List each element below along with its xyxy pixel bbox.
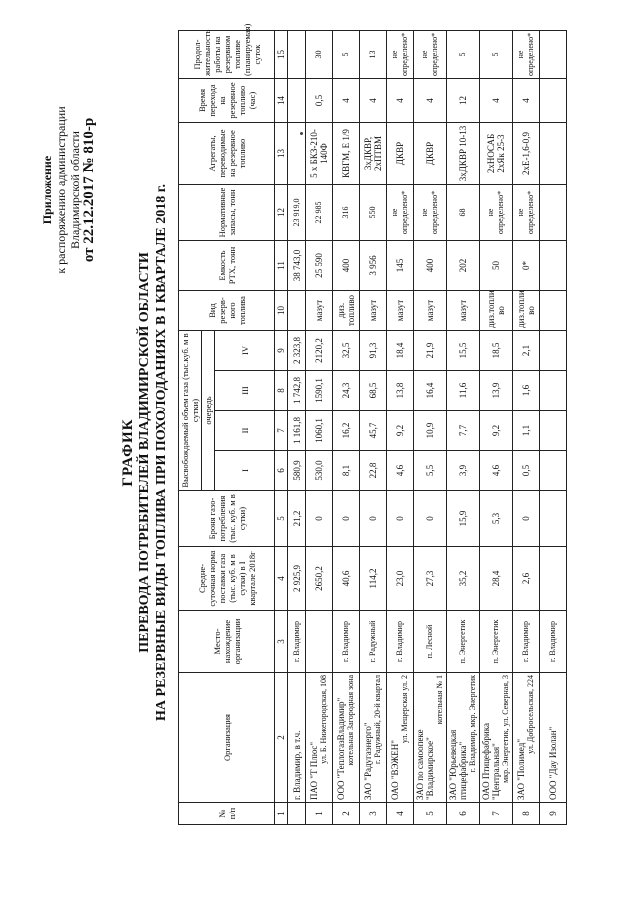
cell-q3: 1 742,8 bbox=[288, 371, 306, 411]
cell-armor: 0 bbox=[360, 491, 387, 547]
cell-org bbox=[447, 673, 480, 803]
cell-fuel: диз.топли во bbox=[480, 291, 513, 331]
cell-avg: 2 925,9 bbox=[288, 547, 306, 611]
cell-units: ДКВР bbox=[387, 123, 414, 185]
cell-dur: 13 bbox=[360, 31, 387, 79]
header-norm-stock: Нормативные запасы, тонн bbox=[179, 185, 275, 241]
column-number: 6 bbox=[275, 451, 288, 491]
cell-cap: 0* bbox=[513, 241, 540, 291]
cell-q3: 1,6 bbox=[513, 371, 540, 411]
cell-dur: не определено* bbox=[387, 31, 414, 79]
cell-q1 bbox=[540, 451, 567, 491]
cell-cap bbox=[540, 241, 567, 291]
cell-units: 2хЕ-1,6-0,9 bbox=[513, 123, 540, 185]
cell-norm: 550 bbox=[360, 185, 387, 241]
cell-q4: 21,9 bbox=[414, 331, 447, 371]
cell-fuel: мазут bbox=[360, 291, 387, 331]
column-number: 15 bbox=[275, 31, 288, 79]
cell-time: 12 bbox=[447, 79, 480, 123]
cell-org bbox=[306, 673, 333, 803]
cell-armor bbox=[540, 491, 567, 547]
cell-org bbox=[387, 673, 414, 803]
appendix-block bbox=[40, 80, 96, 300]
cell-org bbox=[414, 673, 447, 803]
cell-q1: 5,5 bbox=[414, 451, 447, 491]
cell-dur: 5 bbox=[333, 31, 360, 79]
org-name: ЗАО по самоопеке "Владимирское" bbox=[415, 729, 435, 800]
cell-units: 2хНОСАБ 2хЯк 25-3 bbox=[480, 123, 513, 185]
cell-q4: 18,4 bbox=[387, 331, 414, 371]
cell-org bbox=[513, 673, 540, 803]
header-location: Место-нахождение организации bbox=[179, 611, 275, 673]
cell-org bbox=[333, 673, 360, 803]
column-number: 12 bbox=[275, 185, 288, 241]
org-address: г. Радужный, 20-й квартал bbox=[373, 675, 382, 764]
cell-q2: 16,2 bbox=[333, 411, 360, 451]
cell-q2: 1 161,8 bbox=[288, 411, 306, 451]
table-row bbox=[360, 31, 387, 825]
cell-cap: 145 bbox=[387, 241, 414, 291]
cell-q4: 91,3 bbox=[360, 331, 387, 371]
doc-subtitle-1: ПЕРЕВОДА ПОТРЕБИТЕЛЕЙ ВЛАДИМИРСКОЙ ОБЛАСТИ bbox=[137, 252, 152, 653]
cell-fuel: диз.топли во bbox=[513, 291, 540, 331]
cell-avg: 2650,2 bbox=[306, 547, 333, 611]
appendix-title: Приложение bbox=[40, 155, 54, 225]
cell-n: 9 bbox=[540, 803, 567, 825]
org-name: ПАО "Т Плюс" bbox=[309, 741, 319, 800]
cell-armor: 0 bbox=[513, 491, 540, 547]
cell-armor: 5,3 bbox=[480, 491, 513, 547]
header-avg-norm: Средне-суточная норма поставки газа (тыс. куб. м в сутки) в I квартале 2018г bbox=[179, 547, 275, 611]
column-number: 10 bbox=[275, 291, 288, 331]
cell-loc: г. Радужный bbox=[360, 611, 387, 673]
column-number: 2 bbox=[275, 673, 288, 803]
cell-avg: 23,0 bbox=[387, 547, 414, 611]
header-queue-2: II bbox=[215, 411, 275, 451]
cell-q1: 530,0 bbox=[306, 451, 333, 491]
cell-org bbox=[540, 673, 567, 803]
cell-norm: 316 bbox=[333, 185, 360, 241]
doc-subtitle-2: НА РЕЗЕРВНЫЕ ВИДЫ ТОПЛИВА ПРИ ПОХОЛОДАНИЯХ В I КВАРТАЛЕ 2018 г. bbox=[154, 183, 169, 722]
cell-q4: 18,5 bbox=[480, 331, 513, 371]
org-address: ул. Б. Нижегородская, 108 bbox=[319, 675, 328, 764]
cell-q1: 580,9 bbox=[288, 451, 306, 491]
org-address: котельная Загородная зона bbox=[346, 675, 355, 766]
cell-armor: 21,2 bbox=[288, 491, 306, 547]
cell-norm: 68 bbox=[447, 185, 480, 241]
cell-q3: 68,5 bbox=[360, 371, 387, 411]
column-number: 4 bbox=[275, 547, 288, 611]
cell-org bbox=[288, 673, 306, 803]
cell-q3: 11,6 bbox=[447, 371, 480, 411]
cell-armor: 0 bbox=[333, 491, 360, 547]
cell-dur: не определено* bbox=[513, 31, 540, 79]
appendix-line2: Владимирской области bbox=[68, 131, 82, 249]
org-name: ООО "ТеплогазВладимир" bbox=[336, 697, 346, 800]
appendix-line1: к распоряжению администрации bbox=[54, 106, 68, 274]
cell-norm: не определено* bbox=[480, 185, 513, 241]
cell-dur: не определено* bbox=[414, 31, 447, 79]
org-name: ОАО "ВЭЖЕН" bbox=[390, 740, 400, 800]
cell-avg: 114,2 bbox=[360, 547, 387, 611]
cell-time: 4 bbox=[414, 79, 447, 123]
cell-q3: 1590,1 bbox=[306, 371, 333, 411]
cell-cap: 400 bbox=[333, 241, 360, 291]
header-queue: очередь bbox=[202, 331, 215, 491]
cell-fuel: мазут bbox=[387, 291, 414, 331]
header-fuel-type: Вид резерв-ного топлива bbox=[179, 291, 275, 331]
cell-loc: г. Владимир bbox=[288, 611, 306, 673]
column-number: 8 bbox=[275, 371, 288, 411]
header-units: Агрегаты, переводимые на резервное топливо bbox=[179, 123, 275, 185]
column-number: 5 bbox=[275, 491, 288, 547]
cell-loc: п. Энергетик bbox=[447, 611, 480, 673]
table-row bbox=[480, 31, 513, 825]
table-row bbox=[333, 31, 360, 825]
cell-units: 3хДКВР, 2хПТВМ bbox=[360, 123, 387, 185]
cell-n: 8 bbox=[513, 803, 540, 825]
cell-units: ДКВР bbox=[414, 123, 447, 185]
cell-q4: 15,5 bbox=[447, 331, 480, 371]
header-num: № п/п bbox=[179, 803, 275, 825]
table-row bbox=[540, 31, 567, 825]
cell-avg: 35,2 bbox=[447, 547, 480, 611]
org-name: ОАО Птицефабрика "Центральная" bbox=[481, 723, 501, 800]
cell-dur: 5 bbox=[447, 31, 480, 79]
column-number: 1 bbox=[275, 803, 288, 825]
cell-q3: 16,4 bbox=[414, 371, 447, 411]
column-number: 14 bbox=[275, 79, 288, 123]
cell-avg: 27,3 bbox=[414, 547, 447, 611]
header-queue-1: I bbox=[215, 451, 275, 491]
header-switch-time: Время перехода на резервное топливо (час) bbox=[179, 79, 275, 123]
cell-time: 4 bbox=[387, 79, 414, 123]
cell-q4 bbox=[540, 331, 567, 371]
cell-time bbox=[540, 79, 567, 123]
cell-avg: 40,6 bbox=[333, 547, 360, 611]
org-name: ЗАО "Полимед" bbox=[516, 739, 526, 800]
table-body bbox=[288, 31, 567, 825]
cell-norm: 23 919,0 bbox=[288, 185, 306, 241]
cell-units: 3хДКВР 10-13 bbox=[447, 123, 480, 185]
column-number: 7 bbox=[275, 411, 288, 451]
header-duration: Продол-жительность работы на резервном топливе (планируемая) суток bbox=[179, 31, 275, 79]
cell-q2: 45,7 bbox=[360, 411, 387, 451]
cell-fuel: диз. топливо bbox=[333, 291, 360, 331]
cell-n: 4 bbox=[387, 803, 414, 825]
cell-units: КВГМ, Е 1/9 bbox=[333, 123, 360, 185]
header-queue-3: III bbox=[215, 371, 275, 411]
cell-cap: 25 590 bbox=[306, 241, 333, 291]
table-row bbox=[414, 31, 447, 825]
cell-avg: 28,4 bbox=[480, 547, 513, 611]
cell-q1: 3,9 bbox=[447, 451, 480, 491]
cell-q1: 0,5 bbox=[513, 451, 540, 491]
cell-fuel: мазут bbox=[447, 291, 480, 331]
cell-armor: 0 bbox=[306, 491, 333, 547]
column-number: 13 bbox=[275, 123, 288, 185]
cell-time: 4 bbox=[360, 79, 387, 123]
cell-fuel bbox=[288, 291, 306, 331]
cell-avg: 2,6 bbox=[513, 547, 540, 611]
org-name: г. Владимир, в т.ч. bbox=[291, 730, 302, 800]
header-capacity: Емкость РТХ, тонн bbox=[179, 241, 275, 291]
cell-loc: г. Владимир bbox=[513, 611, 540, 673]
cell-norm: не определено* bbox=[387, 185, 414, 241]
cell-armor: 0 bbox=[387, 491, 414, 547]
org-name: ООО "Дау Изолан" bbox=[548, 726, 558, 800]
cell-q4: 2120,2 bbox=[306, 331, 333, 371]
org-address: котельная № 1 bbox=[435, 675, 444, 725]
cell-time: 4 bbox=[480, 79, 513, 123]
cell-loc: г. Владимир bbox=[387, 611, 414, 673]
table-row bbox=[387, 31, 414, 825]
cell-q1: 4,6 bbox=[480, 451, 513, 491]
cell-q1: 8,1 bbox=[333, 451, 360, 491]
cell-q1: 22,8 bbox=[360, 451, 387, 491]
cell-fuel bbox=[540, 291, 567, 331]
cell-dur: 5 bbox=[480, 31, 513, 79]
cell-q2: 1060,1 bbox=[306, 411, 333, 451]
cell-time: 4 bbox=[333, 79, 360, 123]
column-number: 11 bbox=[275, 241, 288, 291]
header-org: Организация bbox=[179, 673, 275, 803]
doc-title: ГРАФИК bbox=[120, 418, 136, 487]
column-number: 3 bbox=[275, 611, 288, 673]
cell-q2 bbox=[540, 411, 567, 451]
cell-org bbox=[360, 673, 387, 803]
header-queue-4: IV bbox=[215, 331, 275, 371]
cell-q4: 32,5 bbox=[333, 331, 360, 371]
cell-cap: 202 bbox=[447, 241, 480, 291]
cell-n bbox=[288, 803, 306, 825]
org-address: ул. Мещерская ул. 2 bbox=[400, 675, 409, 744]
org-address: ул. Добросельская, 224 bbox=[526, 675, 535, 754]
table-row bbox=[447, 31, 480, 825]
appendix-date: от 22.12.2017 № 810-р bbox=[81, 117, 97, 263]
cell-q3: 24,3 bbox=[333, 371, 360, 411]
cell-dur bbox=[540, 31, 567, 79]
cell-n: 1 bbox=[306, 803, 333, 825]
cell-dur bbox=[288, 31, 306, 79]
column-numbers-row bbox=[275, 31, 288, 825]
cell-norm: 22 985 bbox=[306, 185, 333, 241]
org-address: г. Владимир, мкр. Энергетик bbox=[468, 675, 477, 773]
speck-mark bbox=[300, 132, 303, 135]
column-number: 9 bbox=[275, 331, 288, 371]
cell-q3: 13,9 bbox=[480, 371, 513, 411]
cell-q2: 9,2 bbox=[480, 411, 513, 451]
cell-dur: 30 bbox=[306, 31, 333, 79]
cell-time bbox=[288, 79, 306, 123]
cell-cap: 3 956 bbox=[360, 241, 387, 291]
header-armor: Броня газо-потребления (тыс. куб. м в сутки) bbox=[179, 491, 275, 547]
cell-armor: 15,9 bbox=[447, 491, 480, 547]
cell-q1: 4,6 bbox=[387, 451, 414, 491]
cell-n: 3 bbox=[360, 803, 387, 825]
cell-armor: 0 bbox=[414, 491, 447, 547]
cell-avg bbox=[540, 547, 567, 611]
cell-loc: п. Лесной bbox=[414, 611, 447, 673]
cell-n: 5 bbox=[414, 803, 447, 825]
org-name: ЗАО "Юрьевецкая птицефабрика" bbox=[448, 729, 468, 800]
cell-cap: 400 bbox=[414, 241, 447, 291]
table-row bbox=[288, 31, 306, 825]
cell-time: 4 bbox=[513, 79, 540, 123]
cell-cap: 50 bbox=[480, 241, 513, 291]
cell-units: 5 х БКЗ-210-140Ф bbox=[306, 123, 333, 185]
cell-norm: не определено* bbox=[513, 185, 540, 241]
cell-fuel: мазут bbox=[414, 291, 447, 331]
org-address: мкр. Энергетик, ул. Северная, 3 bbox=[501, 675, 510, 783]
table-row bbox=[513, 31, 540, 825]
cell-q4: 2,1 bbox=[513, 331, 540, 371]
cell-q3 bbox=[540, 371, 567, 411]
cell-loc: п. Энергетик bbox=[480, 611, 513, 673]
table-row bbox=[306, 31, 333, 825]
header-released: Высвобождаемый объем газа (тыс.куб. м в сутки) bbox=[179, 331, 202, 491]
cell-n: 7 bbox=[480, 803, 513, 825]
cell-q2: 7,7 bbox=[447, 411, 480, 451]
cell-q3: 13,8 bbox=[387, 371, 414, 411]
schedule-table bbox=[178, 23, 567, 825]
org-name: ЗАО "Радугаэнерго" bbox=[363, 722, 373, 800]
cell-fuel: мазут bbox=[306, 291, 333, 331]
cell-norm: не определено* bbox=[414, 185, 447, 241]
cell-q2: 1,1 bbox=[513, 411, 540, 451]
cell-units bbox=[540, 123, 567, 185]
cell-loc bbox=[306, 611, 333, 673]
cell-n: 2 bbox=[333, 803, 360, 825]
cell-q2: 10,9 bbox=[414, 411, 447, 451]
cell-n: 6 bbox=[447, 803, 480, 825]
cell-time: 0,5 bbox=[306, 79, 333, 123]
cell-org bbox=[480, 673, 513, 803]
cell-cap: 38 743,0 bbox=[288, 241, 306, 291]
cell-q2: 9,2 bbox=[387, 411, 414, 451]
cell-q4: 2 323,8 bbox=[288, 331, 306, 371]
cell-loc: г. Владимир bbox=[333, 611, 360, 673]
cell-norm bbox=[540, 185, 567, 241]
cell-loc: г. Владимир bbox=[540, 611, 567, 673]
